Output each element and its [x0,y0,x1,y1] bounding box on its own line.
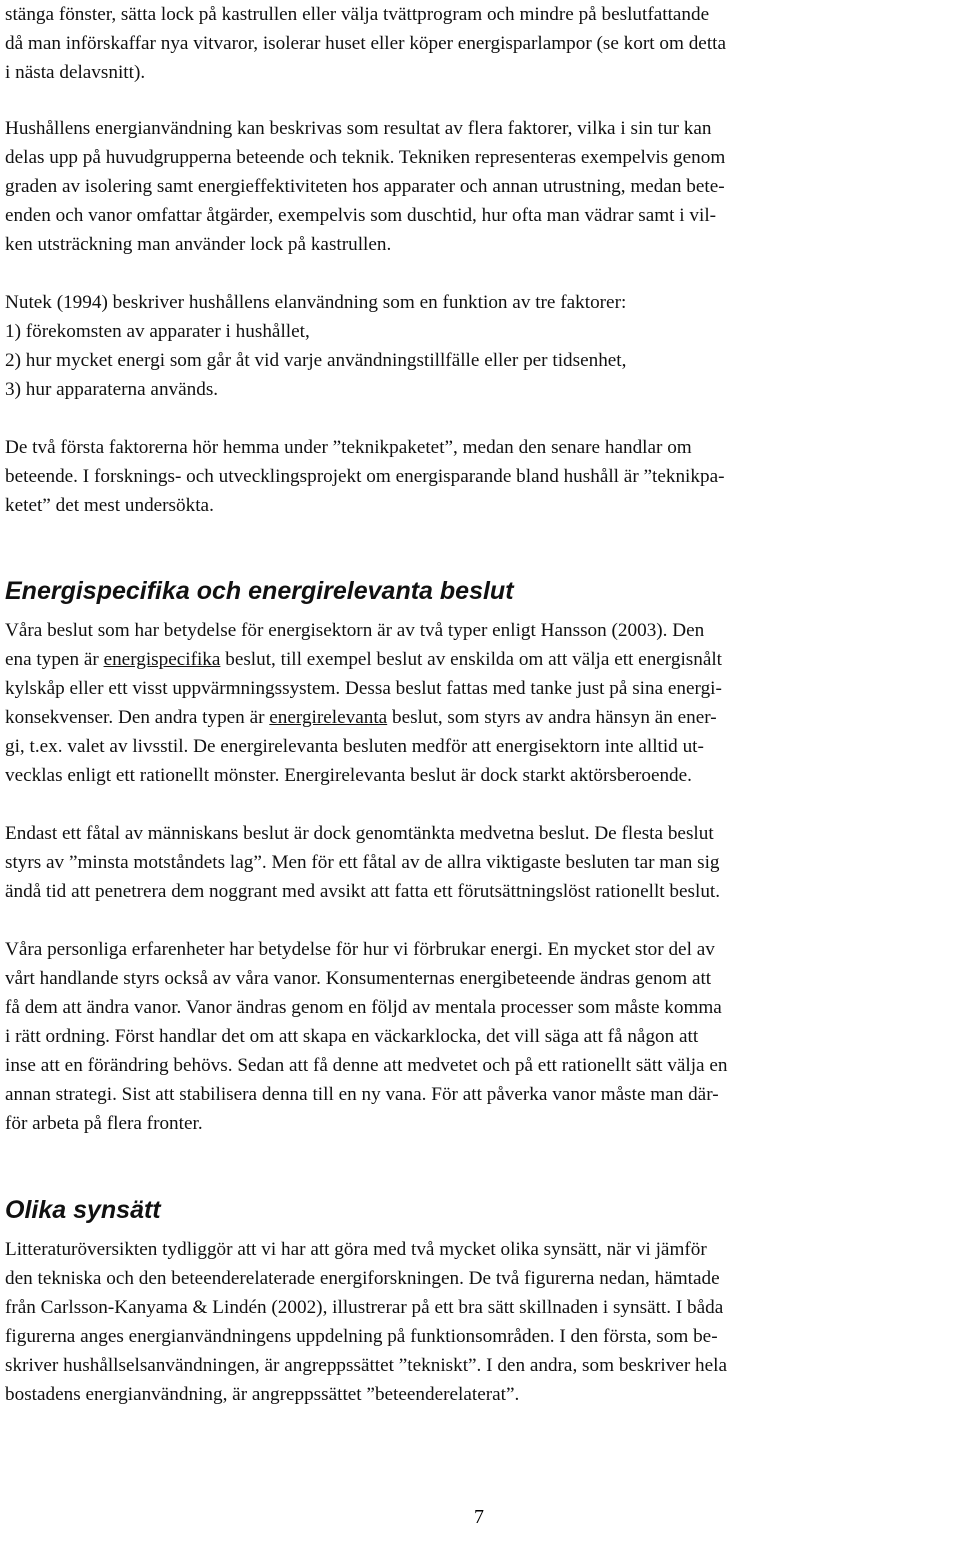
text-line: beteende. I forsknings- och utvecklingsprojekt om energisparande bland hushåll är ”teknikpa- [5,466,725,487]
text-line: inse att en förändring behövs. Sedan att få denne att medvetet och på ett rationellt sätt välja en [5,1055,728,1076]
text-line: ken utsträckning man använder lock på kastrullen. [5,234,392,255]
text-fragment: beslut, som styrs av andra hänsyn än ener- [387,707,717,728]
text-line: Nutek (1994) beskriver hushållens elanvändning som en funktion av tre faktorer: [5,292,627,313]
text-line: få dem att ändra vanor. Vanor ändras genom en följd av mentala processer som måste komma [5,997,722,1018]
text-line: styrs av ”minsta motståndets lag”. Men för ett fåtal av de allra viktigaste besluten tar man sig [5,852,720,873]
text-line: kylskåp eller ett visst uppvärmningssystem. Dessa beslut fattas med tanke just på sina energi- [5,678,722,699]
underlined-term: energispecifika [103,649,221,670]
text-fragment: ena typen är [5,649,104,670]
text-line: i nästa delavsnitt). [5,62,146,83]
text-line: Endast ett fåtal av människans beslut är dock genomtänkta medvetna beslut. De flesta beslut [5,823,714,844]
text-fragment: beslut, till exempel beslut av enskilda om att välja ett energisnålt [220,649,723,670]
section-heading: Olika synsätt [5,1196,161,1224]
text-line: 3) hur apparaterna används. [5,379,219,400]
text-line: Litteraturöversikten tydliggör att vi har att göra med två mycket olika synsätt, när vi jämför [5,1239,707,1260]
text-line: gi, t.ex. valet av livsstil. De energirelevanta besluten medför att energisektorn inte alltid ut- [5,736,704,757]
text-line: 1) förekomsten av apparater i hushållet, [5,321,310,342]
text-line: vårt handlande styrs också av våra vanor. Konsumenternas energibeteende ändras genom att [5,968,712,989]
text-line: Våra personliga erfarenheter har betydelse för hur vi förbrukar energi. En mycket stor del av [5,939,715,960]
section-heading: Energispecifika och energirelevanta beslut [5,577,514,605]
text-line [5,645,722,674]
text-line: De två första faktorerna hör hemma under ”teknikpaketet”, medan den senare handlar om [5,437,692,458]
text-line: delas upp på huvudgrupperna beteende och teknik. Tekniken representeras exempelvis genom [5,147,726,168]
text-line: figurerna anges energianvändningens uppdelning på funktionsområden. I den första, som be- [5,1326,718,1347]
text-line: Hushållens energianvändning kan beskrivas som resultat av flera faktorer, vilka i sin tur kan [5,118,712,139]
text-line: ketet” det mest undersökta. [5,495,214,516]
text-line: från Carlsson-Kanyama & Lindén (2002), illustrerar på ett bra sätt skillnaden i synsätt. I båda [5,1297,724,1318]
text-line: ändå tid att penetrera dem noggrant med avsikt att fatta ett förutsättningslöst rationellt beslut. [5,881,721,902]
text-fragment: konsekvenser. Den andra typen är [5,707,270,728]
text-line: den tekniska och den beteenderelaterade energiforskningen. De två figurerna nedan, hämtade [5,1268,720,1289]
text-line: graden av isolering samt energieffektiviteten hos apparater och annan utrustning, medan bete- [5,176,725,197]
text-line: stänga fönster, sätta lock på kastrullen eller välja tvättprogram och mindre på beslutfattande [5,4,710,25]
underlined-term: energirelevanta [269,707,388,728]
text-line [5,703,717,732]
text-line: skriver hushållselsanvändningen, är angreppssättet ”tekniskt”. I den andra, som beskriver hela [5,1355,727,1376]
text-line: annan strategi. Sist att stabilisera denna till en ny vana. För att påverka vanor måste man där- [5,1084,719,1105]
text-line: då man införskaffar nya vitvaror, isolerar huset eller köper energisparlampor (se kort om detta [5,33,726,54]
text-line: Våra beslut som har betydelse för energisektorn är av två typer enligt Hansson (2003). Den [5,620,705,641]
page-number: 7 [474,1506,484,1528]
text-line: 2) hur mycket energi som går åt vid varje användningstillfälle eller per tidsenhet, [5,350,627,371]
text-line: i rätt ordning. Först handlar det om att skapa en väckarklocka, det vill säga att få någon att [5,1026,699,1047]
text-line: vecklas enligt ett rationellt mönster. Energirelevanta beslut är dock starkt aktörsberoende. [5,765,692,786]
text-line: för arbeta på flera fronter. [5,1113,203,1134]
text-line: bostadens energianvändning, är angreppssättet ”beteenderelaterat”. [5,1384,520,1405]
text-line: enden och vanor omfattar åtgärder, exempelvis som duschtid, hur ofta man vädrar samt i vil- [5,205,717,226]
